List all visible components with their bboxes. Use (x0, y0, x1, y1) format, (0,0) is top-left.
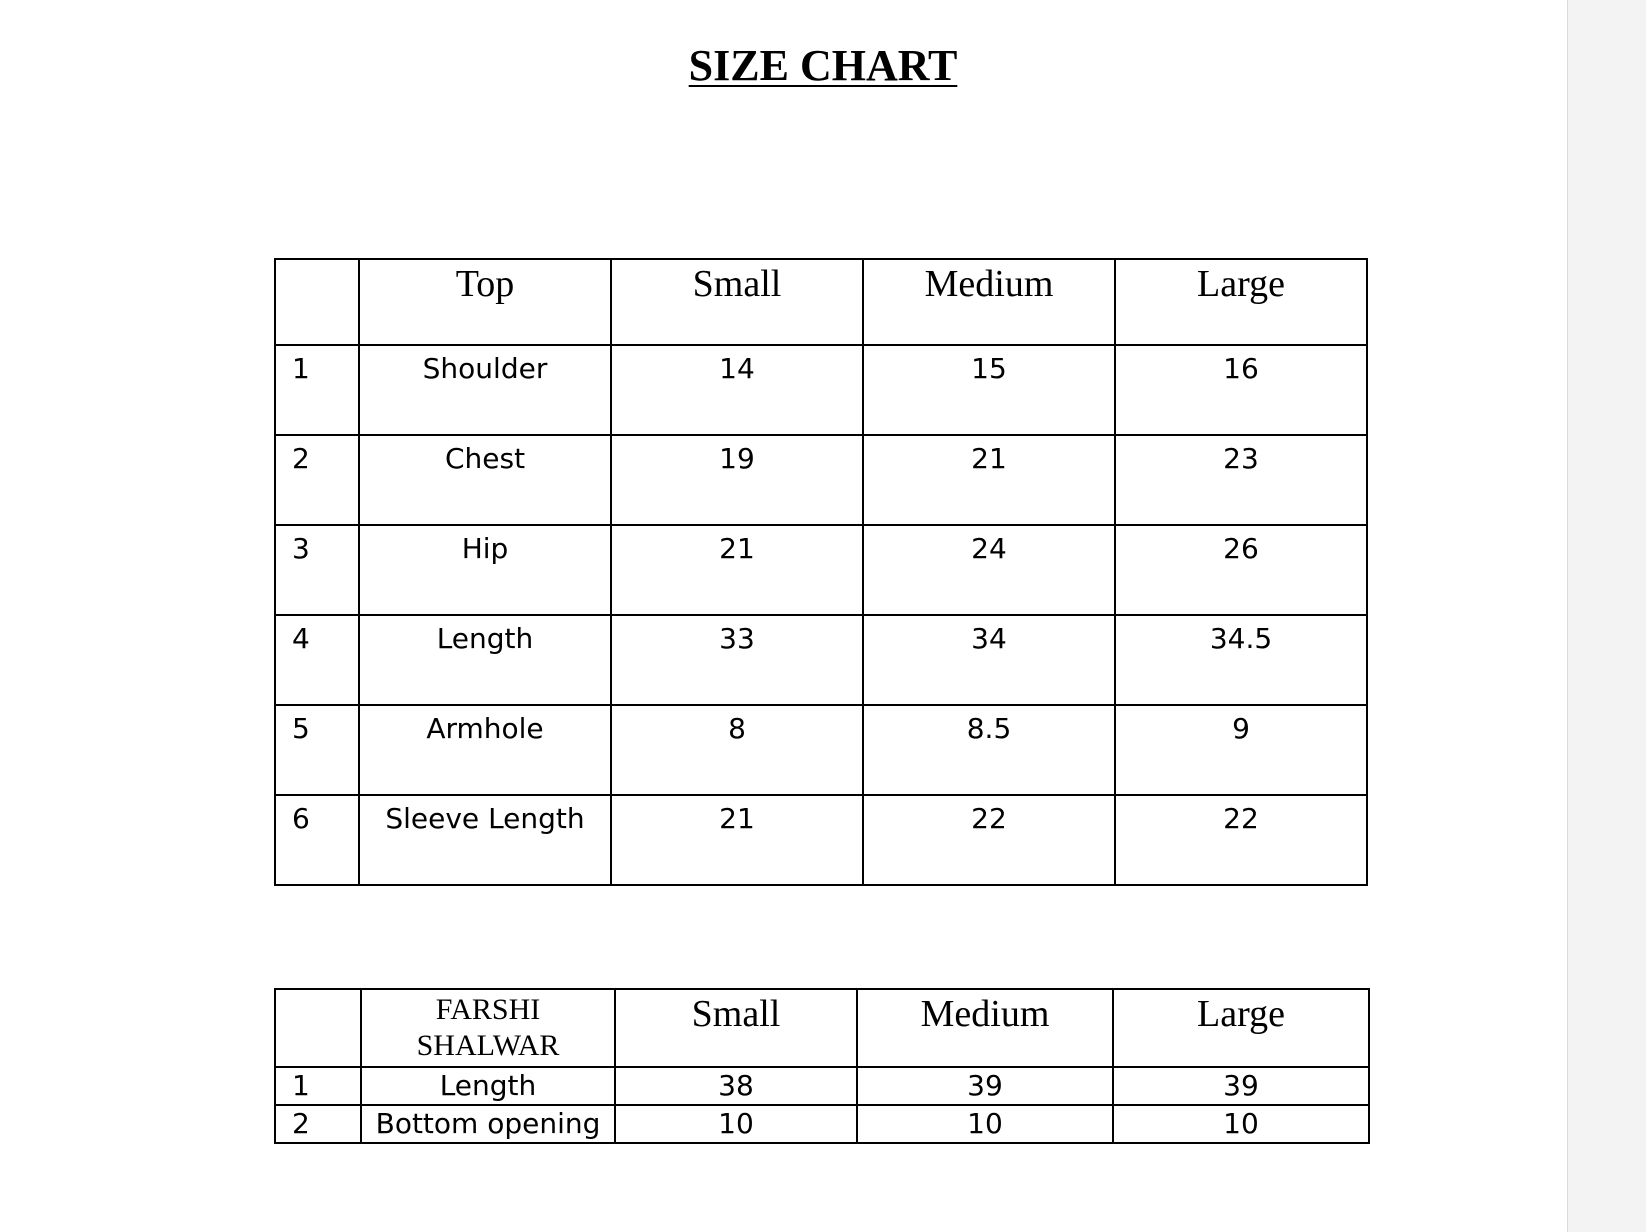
table-row (275, 795, 1367, 885)
row-number: 2 (275, 435, 359, 525)
table-row (275, 525, 1367, 615)
header-cell-large: Large (1115, 259, 1367, 345)
row-number: 3 (275, 525, 359, 615)
measurement-label: Armhole (359, 705, 611, 795)
header-cell-index (275, 989, 361, 1067)
large-value: 23 (1115, 435, 1367, 525)
small-value: 38 (615, 1067, 857, 1105)
small-value: 14 (611, 345, 863, 435)
row-number: 5 (275, 705, 359, 795)
large-value: 10 (1113, 1105, 1369, 1143)
row-number: 2 (275, 1105, 361, 1143)
medium-value: 22 (863, 795, 1115, 885)
page-margin-strip (1567, 0, 1646, 1232)
header-line-1: FARSHI (435, 993, 541, 1026)
table-row (275, 435, 1367, 525)
medium-value: 39 (857, 1067, 1113, 1105)
header-cell-medium: Medium (857, 989, 1113, 1067)
page-title: SIZE CHART (688, 41, 958, 90)
row-number: 4 (275, 615, 359, 705)
small-value: 21 (611, 795, 863, 885)
header-cell-small: Small (615, 989, 857, 1067)
measurement-label: Hip (359, 525, 611, 615)
medium-value: 10 (857, 1105, 1113, 1143)
large-value: 39 (1113, 1067, 1369, 1105)
medium-value: 8.5 (863, 705, 1115, 795)
medium-value: 21 (863, 435, 1115, 525)
measurement-label: Length (361, 1067, 615, 1105)
row-number: 1 (275, 345, 359, 435)
table-header-row (275, 259, 1367, 345)
measurement-label: Sleeve Length (359, 795, 611, 885)
small-value: 21 (611, 525, 863, 615)
large-value: 22 (1115, 795, 1367, 885)
small-value: 8 (611, 705, 863, 795)
medium-value: 15 (863, 345, 1115, 435)
medium-value: 34 (863, 615, 1115, 705)
table-row (275, 705, 1367, 795)
row-number: 1 (275, 1067, 361, 1105)
header-cell-medium: Medium (863, 259, 1115, 345)
measurement-label: Bottom opening (361, 1105, 615, 1143)
top-size-table (274, 258, 1368, 886)
header-cell-index (275, 259, 359, 345)
small-value: 10 (615, 1105, 857, 1143)
measurement-label: Chest (359, 435, 611, 525)
large-value: 16 (1115, 345, 1367, 435)
header-cell-top: Top (359, 259, 611, 345)
table-row (275, 1067, 1369, 1105)
table-row (275, 615, 1367, 705)
row-number: 6 (275, 795, 359, 885)
table-row (275, 1105, 1369, 1143)
header-line-2: SHALWAR (416, 1029, 560, 1062)
large-value: 34.5 (1115, 615, 1367, 705)
measurement-label: Length (359, 615, 611, 705)
farshi-shalwar-size-table (274, 988, 1370, 1144)
large-value: 26 (1115, 525, 1367, 615)
header-cell-large: Large (1113, 989, 1369, 1067)
medium-value: 24 (863, 525, 1115, 615)
table-header-row (275, 989, 1369, 1067)
small-value: 19 (611, 435, 863, 525)
large-value: 9 (1115, 705, 1367, 795)
table-row (275, 345, 1367, 435)
header-cell-small: Small (611, 259, 863, 345)
small-value: 33 (611, 615, 863, 705)
header-cell-farshi-shalwar (361, 989, 615, 1067)
measurement-label: Shoulder (359, 345, 611, 435)
